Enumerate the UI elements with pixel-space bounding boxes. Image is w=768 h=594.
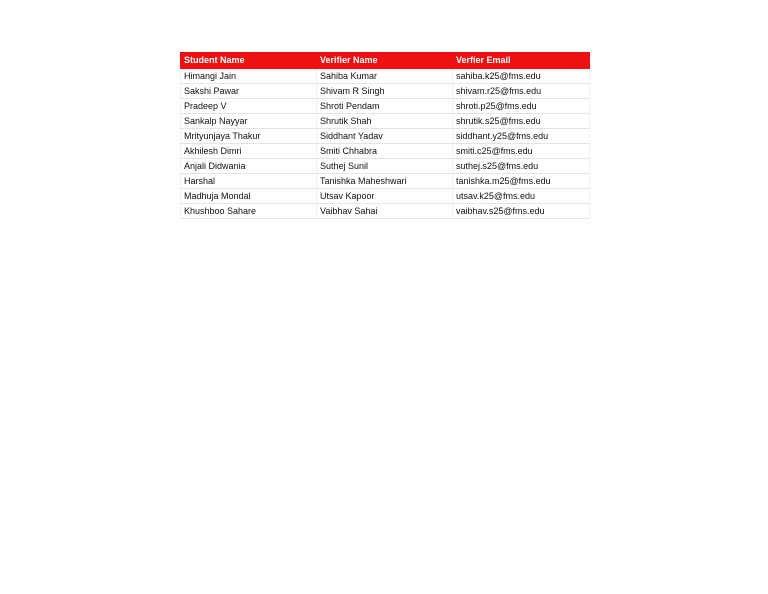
verifier-email-cell: smiti.c25@fms.edu	[453, 144, 590, 159]
verifier-name-cell: Siddhant Yadav	[317, 129, 453, 144]
student-name-cell: Himangi Jain	[181, 69, 317, 84]
table-row	[181, 204, 590, 219]
student-name-cell: Mrityunjaya Thakur	[181, 129, 317, 144]
header-student-name: Student Name	[181, 53, 317, 69]
verifier-name-cell: Tanishka Maheshwari	[317, 174, 453, 189]
verifier-table	[180, 52, 590, 219]
student-name-cell: Sankalp Nayyar	[181, 114, 317, 129]
verifier-email-cell: tanishka.m25@fms.edu	[453, 174, 590, 189]
table-row	[181, 174, 590, 189]
verifier-email-cell: siddhant.y25@fms.edu	[453, 129, 590, 144]
student-name-cell: Akhilesh Dimri	[181, 144, 317, 159]
table-row	[181, 99, 590, 114]
table-body	[181, 69, 590, 219]
header-row	[181, 53, 590, 69]
table-row	[181, 129, 590, 144]
verifier-name-cell: Shroti Pendam	[317, 99, 453, 114]
verifier-name-cell: Smiti Chhabra	[317, 144, 453, 159]
table-row	[181, 114, 590, 129]
header-verifier-name: Verifier Name	[317, 53, 453, 69]
verifier-name-cell: Sahiba Kumar	[317, 69, 453, 84]
verifier-name-cell: Utsav Kapoor	[317, 189, 453, 204]
table-row	[181, 69, 590, 84]
verifier-email-cell: shivam.r25@fms.edu	[453, 84, 590, 99]
student-name-cell: Khushboo Sahare	[181, 204, 317, 219]
verifier-name-cell: Shivam R Singh	[317, 84, 453, 99]
verifier-name-cell: Suthej Sunil	[317, 159, 453, 174]
verifier-email-cell: utsav.k25@fms.edu	[453, 189, 590, 204]
student-name-cell: Harshal	[181, 174, 317, 189]
verifier-email-cell: suthej.s25@fms.edu	[453, 159, 590, 174]
student-name-cell: Madhuja Mondal	[181, 189, 317, 204]
student-name-cell: Anjali Didwania	[181, 159, 317, 174]
verifier-name-cell: Vaibhav Sahai	[317, 204, 453, 219]
student-name-cell: Pradeep V	[181, 99, 317, 114]
table-row	[181, 189, 590, 204]
table-header	[181, 53, 590, 69]
verifier-name-cell: Shrutik Shah	[317, 114, 453, 129]
header-verifier-email: Verfier Email	[453, 53, 590, 69]
verifier-email-cell: shroti.p25@fms.edu	[453, 99, 590, 114]
table-row	[181, 84, 590, 99]
table-row	[181, 159, 590, 174]
student-name-cell: Sakshi Pawar	[181, 84, 317, 99]
table-row	[181, 144, 590, 159]
verifier-email-cell: shrutik.s25@fms.edu	[453, 114, 590, 129]
verifier-email-cell: sahiba.k25@fms.edu	[453, 69, 590, 84]
verifier-email-cell: vaibhav.s25@fms.edu	[453, 204, 590, 219]
